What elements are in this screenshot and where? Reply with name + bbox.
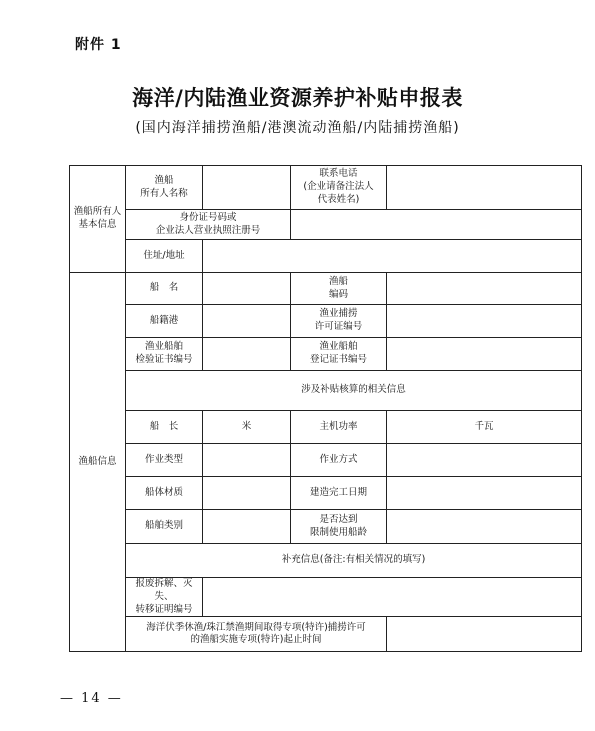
owner-name-label: 渔船 所有人名称	[126, 166, 203, 210]
moratorium-period-field[interactable]	[387, 617, 582, 652]
subsidy-info-header: 涉及补贴核算的相关信息	[126, 371, 582, 411]
scrap-cert-field[interactable]	[203, 578, 582, 617]
contact-phone-label: 联系电话 (企业请备注法人 代表姓名)	[291, 166, 387, 210]
id-number-field[interactable]	[291, 210, 582, 240]
work-method-field[interactable]	[387, 444, 582, 477]
ship-name-field[interactable]	[203, 273, 291, 305]
scrap-cert-label: 报废拆解、灭失、 转移证明编号	[126, 578, 203, 617]
work-method-label: 作业方式	[291, 444, 387, 477]
vessel-section-label: 渔船信息	[70, 273, 126, 652]
ship-name-label: 船 名	[126, 273, 203, 305]
ship-category-label: 船舶类别	[126, 510, 203, 544]
inspection-cert-label: 渔业船舶 检验证书编号	[126, 338, 203, 371]
power-unit: 千瓦	[474, 420, 494, 432]
engine-power-label: 主机功率	[291, 411, 387, 444]
form-title: 海洋/内陆渔业资源养护补贴申报表	[132, 85, 463, 110]
ship-length-field[interactable]	[203, 411, 291, 444]
page-number: — 14 —	[60, 691, 123, 706]
address-label: 住址/地址	[126, 240, 203, 273]
work-type-field[interactable]	[203, 444, 291, 477]
hull-material-label: 船体材质	[126, 477, 203, 510]
form-subtitle: (国内海洋捕捞渔船/港澳流动渔船/内陆捕捞渔船)	[135, 120, 460, 136]
hull-material-field[interactable]	[203, 477, 291, 510]
build-date-field[interactable]	[387, 477, 582, 510]
inspection-cert-field[interactable]	[203, 338, 291, 371]
home-port-label: 船籍港	[126, 305, 203, 338]
length-unit: 米	[241, 420, 252, 432]
fishing-license-field[interactable]	[387, 305, 582, 338]
owner-name-field[interactable]	[203, 166, 291, 210]
registration-cert-field[interactable]	[387, 338, 582, 371]
fishing-license-label: 渔业捕捞 许可证编号	[291, 305, 387, 338]
attachment-label: 附件 1	[75, 37, 122, 53]
engine-power-field[interactable]	[387, 411, 582, 444]
supplement-header: 补充信息(备注:有相关情况的填写)	[126, 544, 582, 578]
contact-phone-field[interactable]	[387, 166, 582, 210]
subsidy-application-form	[69, 165, 582, 652]
age-limit-field[interactable]	[387, 510, 582, 544]
registration-cert-label: 渔业船舶 登记证书编号	[291, 338, 387, 371]
ship-number-label: 渔船 编码	[291, 273, 387, 305]
build-date-label: 建造完工日期	[291, 477, 387, 510]
home-port-field[interactable]	[203, 305, 291, 338]
age-limit-label: 是否达到 限制使用船龄	[291, 510, 387, 544]
work-type-label: 作业类型	[126, 444, 203, 477]
id-number-label: 身份证号码或 企业法人营业执照注册号	[126, 210, 291, 240]
moratorium-period-label: 海洋伏季休渔/珠江禁渔期间取得专项(特许)捕捞许可 的渔船实施专项(特许)起止时间	[126, 617, 387, 652]
address-field[interactable]	[203, 240, 582, 273]
owner-section-label: 渔船所有人 基本信息	[70, 166, 126, 273]
ship-number-field[interactable]	[387, 273, 582, 305]
ship-length-label: 船 长	[126, 411, 203, 444]
ship-category-field[interactable]	[203, 510, 291, 544]
